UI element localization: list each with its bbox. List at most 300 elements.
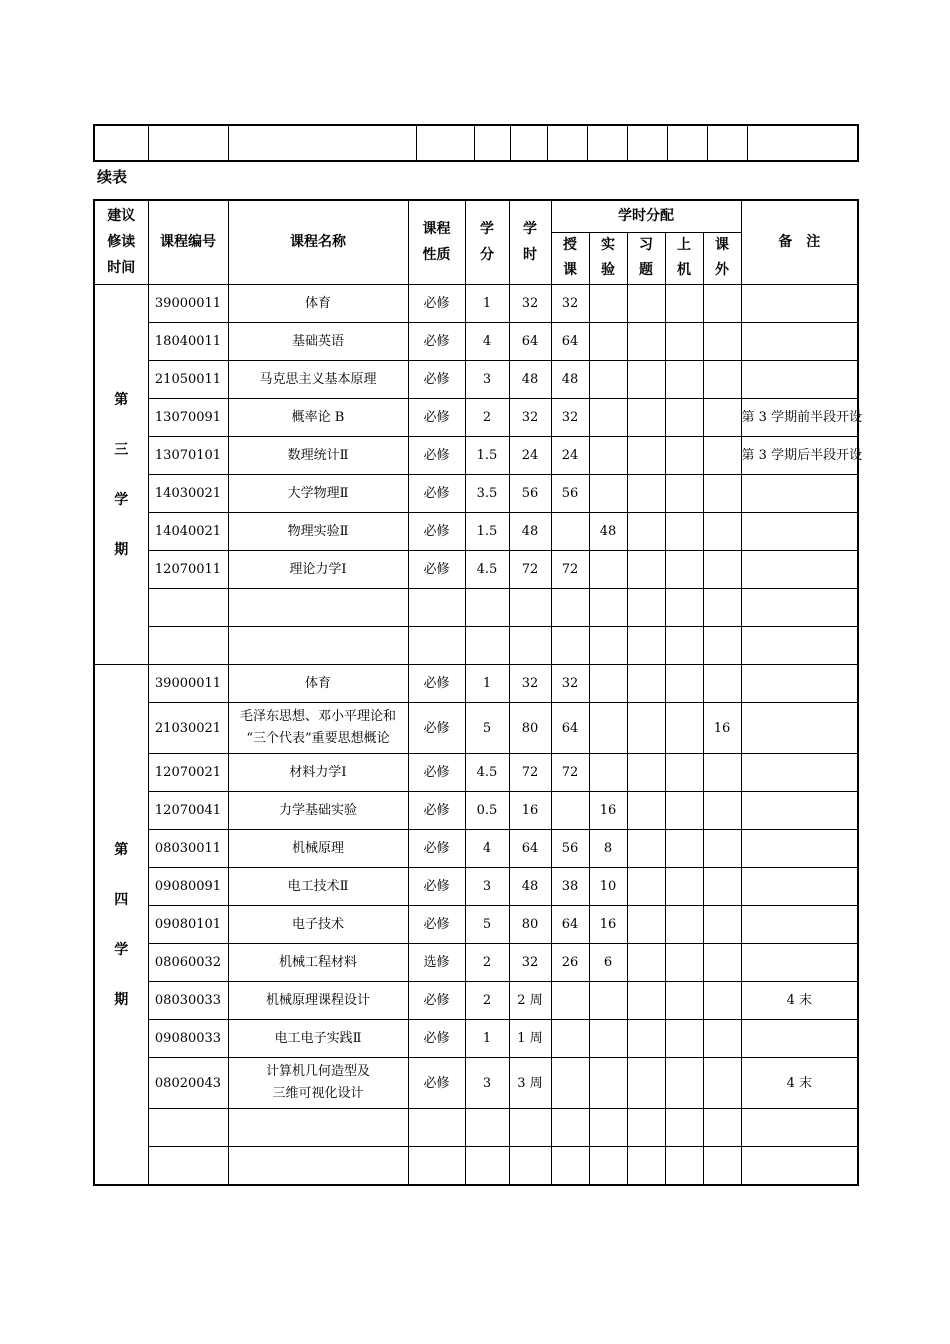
lecture-hours-cell: 32	[551, 285, 589, 323]
exercise-hours-cell	[627, 830, 665, 868]
lecture-hours-cell	[551, 1020, 589, 1058]
course-code-cell: 18040011	[148, 323, 228, 361]
course-code-cell	[148, 627, 228, 665]
course-nature-cell: 必修	[408, 982, 465, 1020]
course-code-cell	[148, 1109, 228, 1147]
hours-cell	[509, 589, 551, 627]
header-course-code: 课程编号	[148, 200, 228, 285]
course-nature-cell: 必修	[408, 513, 465, 551]
course-name-cell	[228, 323, 408, 361]
extracurricular-hours-cell	[703, 627, 741, 665]
remarks-cell	[741, 754, 858, 792]
course-name-cell	[228, 1109, 408, 1147]
lecture-hours-cell: 64	[551, 703, 589, 754]
lecture-hours-cell	[551, 982, 589, 1020]
computer-hours-cell	[665, 868, 703, 906]
course-name-cell	[228, 589, 408, 627]
lab-hours-cell	[589, 361, 627, 399]
computer-hours-cell	[665, 361, 703, 399]
credit-cell	[465, 589, 509, 627]
course-name-line: 机械原理课程设计	[265, 993, 370, 1008]
exercise-hours-cell	[627, 868, 665, 906]
extracurricular-hours-cell	[703, 1058, 741, 1109]
computer-hours-cell	[665, 475, 703, 513]
course-name-line: 三维可视化设计	[272, 1086, 364, 1102]
remarks-cell	[741, 589, 858, 627]
course-nature-cell: 必修	[408, 551, 465, 589]
course-name-cell	[228, 1058, 408, 1109]
extracurricular-hours-cell	[703, 830, 741, 868]
credit-cell: 4.5	[465, 754, 509, 792]
continued-label: 续表	[97, 168, 128, 186]
computer-hours-cell	[665, 1147, 703, 1186]
course-name-cell	[228, 627, 408, 665]
credit-cell: 3.5	[465, 475, 509, 513]
course-name-line: “三个代表”重要思想概论	[246, 731, 390, 747]
extracurricular-hours-cell	[703, 792, 741, 830]
course-code-cell: 12070011	[148, 551, 228, 589]
extracurricular-hours-cell	[703, 982, 741, 1020]
lecture-hours-cell: 38	[551, 868, 589, 906]
extracurricular-hours-cell	[703, 944, 741, 982]
table-row	[94, 1020, 858, 1058]
table-row	[94, 665, 858, 703]
course-code-cell: 08030033	[148, 982, 228, 1020]
term-label-char: 四	[114, 891, 129, 908]
course-code-cell: 39000011	[148, 665, 228, 703]
course-code-cell: 21050011	[148, 361, 228, 399]
table-row	[94, 982, 858, 1020]
course-nature-cell: 必修	[408, 792, 465, 830]
course-name-line: 体育	[304, 676, 331, 691]
table-row	[94, 830, 858, 868]
hours-cell: 64	[509, 323, 551, 361]
course-name-cell	[228, 703, 408, 754]
extracurricular-hours-cell	[703, 1147, 741, 1186]
course-code-cell: 08030011	[148, 830, 228, 868]
credit-cell: 2	[465, 399, 509, 437]
table-row	[94, 589, 858, 627]
lab-hours-cell	[589, 551, 627, 589]
exercise-hours-cell	[627, 1058, 665, 1109]
course-name-line: 计算机几何造型及	[265, 1064, 370, 1080]
extracurricular-hours-cell	[703, 475, 741, 513]
course-code-cell: 08060032	[148, 944, 228, 982]
lecture-hours-cell: 64	[551, 323, 589, 361]
course-name-cell	[228, 399, 408, 437]
term-label-char: 学	[114, 941, 129, 958]
lecture-hours-cell: 48	[551, 361, 589, 399]
credit-cell	[465, 1109, 509, 1147]
credit-cell: 3	[465, 1058, 509, 1109]
lab-hours-cell	[589, 1109, 627, 1147]
course-nature-cell: 必修	[408, 399, 465, 437]
course-code-cell: 13070091	[148, 399, 228, 437]
exercise-hours-cell	[627, 551, 665, 589]
credit-cell: 1	[465, 665, 509, 703]
lab-hours-cell: 16	[589, 906, 627, 944]
hours-cell: 2 周	[509, 982, 551, 1020]
lab-hours-cell: 10	[589, 868, 627, 906]
lecture-hours-cell	[551, 792, 589, 830]
header-row-1	[94, 200, 858, 232]
course-nature-cell: 必修	[408, 754, 465, 792]
credit-cell	[465, 627, 509, 665]
course-nature-cell: 必修	[408, 285, 465, 323]
table-row	[94, 868, 858, 906]
remarks-cell: 4 末	[741, 982, 858, 1020]
term-label-cell	[94, 285, 148, 665]
credit-cell: 1.5	[465, 513, 509, 551]
course-name-line: 理论力学Ⅰ	[289, 562, 347, 577]
remarks-cell	[741, 627, 858, 665]
course-code-cell: 09080091	[148, 868, 228, 906]
computer-hours-cell	[665, 1020, 703, 1058]
course-nature-cell: 必修	[408, 868, 465, 906]
course-name-cell	[228, 551, 408, 589]
lab-hours-cell	[589, 475, 627, 513]
hours-cell	[509, 1109, 551, 1147]
hours-cell: 48	[509, 868, 551, 906]
header-hours: 学 时	[509, 200, 551, 285]
credit-cell: 2	[465, 982, 509, 1020]
lab-hours-cell	[589, 627, 627, 665]
lecture-hours-cell: 56	[551, 475, 589, 513]
lab-hours-cell	[589, 323, 627, 361]
remarks-cell	[741, 1109, 858, 1147]
header-term: 建议 修读 时间	[94, 200, 148, 285]
credit-cell	[465, 1147, 509, 1186]
exercise-hours-cell	[627, 906, 665, 944]
table-row	[94, 944, 858, 982]
hours-cell: 48	[509, 361, 551, 399]
course-name-cell	[228, 792, 408, 830]
lecture-hours-cell: 32	[551, 665, 589, 703]
course-table-body	[94, 285, 863, 1186]
lab-hours-cell: 48	[589, 513, 627, 551]
course-nature-cell: 必修	[408, 703, 465, 754]
course-name-cell	[228, 1147, 408, 1186]
course-code-cell: 14040021	[148, 513, 228, 551]
credit-cell: 4	[465, 323, 509, 361]
credit-cell: 1.5	[465, 437, 509, 475]
lecture-hours-cell	[551, 589, 589, 627]
credit-cell: 0.5	[465, 792, 509, 830]
exercise-hours-cell	[627, 1147, 665, 1186]
lab-hours-cell: 6	[589, 944, 627, 982]
course-name-cell	[228, 868, 408, 906]
table-row	[94, 551, 858, 589]
course-name-cell	[228, 906, 408, 944]
credit-cell: 1	[465, 1020, 509, 1058]
exercise-hours-cell	[627, 665, 665, 703]
lab-hours-cell	[589, 1147, 627, 1186]
course-schedule-table	[93, 199, 863, 1186]
remarks-cell: 第 3 学期前半段开设	[741, 399, 858, 437]
credit-cell: 2	[465, 944, 509, 982]
remarks-cell	[741, 665, 858, 703]
lab-hours-cell	[589, 754, 627, 792]
course-code-cell: 08020043	[148, 1058, 228, 1109]
term-label-char: 第	[114, 841, 129, 858]
lab-hours-cell	[589, 589, 627, 627]
header-extracurricular: 课 外	[703, 232, 741, 285]
course-name-cell	[228, 513, 408, 551]
lecture-hours-cell	[551, 627, 589, 665]
course-name-line: 大学物理Ⅱ	[287, 486, 349, 501]
course-name-cell	[228, 944, 408, 982]
extracurricular-hours-cell	[703, 665, 741, 703]
extracurricular-hours-cell	[703, 399, 741, 437]
lab-hours-cell	[589, 1058, 627, 1109]
extracurricular-hours-cell	[703, 361, 741, 399]
course-code-cell: 12070021	[148, 754, 228, 792]
course-nature-cell: 必修	[408, 437, 465, 475]
lecture-hours-cell: 72	[551, 754, 589, 792]
lab-hours-cell	[589, 399, 627, 437]
course-name-line: 电工电子实践Ⅱ	[274, 1031, 362, 1046]
exercise-hours-cell	[627, 513, 665, 551]
course-name-line: 概率论 B	[291, 410, 345, 425]
course-code-cell: 39000011	[148, 285, 228, 323]
lab-hours-cell	[589, 285, 627, 323]
table-row	[94, 399, 858, 437]
lab-hours-cell	[589, 437, 627, 475]
course-nature-cell: 必修	[408, 665, 465, 703]
computer-hours-cell	[665, 665, 703, 703]
computer-hours-cell	[665, 754, 703, 792]
course-name-line: 机械工程材料	[278, 955, 357, 970]
lecture-hours-cell	[551, 1109, 589, 1147]
extracurricular-hours-cell: 16	[703, 703, 741, 754]
exercise-hours-cell	[627, 1020, 665, 1058]
course-nature-cell: 必修	[408, 830, 465, 868]
hours-cell: 32	[509, 399, 551, 437]
table-row	[94, 437, 858, 475]
computer-hours-cell	[665, 982, 703, 1020]
term-label-char: 期	[114, 541, 129, 558]
course-name-cell	[228, 475, 408, 513]
table-row	[94, 361, 858, 399]
exercise-hours-cell	[627, 627, 665, 665]
table-row	[94, 475, 858, 513]
remarks-cell	[741, 475, 858, 513]
credit-cell: 5	[465, 906, 509, 944]
course-name-line: 毛泽东思想、邓小平理论和	[239, 709, 396, 725]
lecture-hours-cell: 72	[551, 551, 589, 589]
term-label-char: 第	[114, 391, 129, 408]
course-nature-cell: 必修	[408, 1020, 465, 1058]
exercise-hours-cell	[627, 399, 665, 437]
hours-cell: 64	[509, 830, 551, 868]
lecture-hours-cell: 24	[551, 437, 589, 475]
course-name-line: 基础英语	[291, 334, 344, 349]
course-code-cell: 14030021	[148, 475, 228, 513]
course-name-line: 材料力学Ⅰ	[289, 765, 347, 780]
course-name-line: 机械原理	[291, 841, 344, 856]
credit-cell: 4	[465, 830, 509, 868]
computer-hours-cell	[665, 703, 703, 754]
course-name-line: 物理实验Ⅱ	[287, 524, 349, 539]
extracurricular-hours-cell	[703, 285, 741, 323]
course-nature-cell: 必修	[408, 361, 465, 399]
header-credit: 学 分	[465, 200, 509, 285]
exercise-hours-cell	[627, 944, 665, 982]
table-row	[94, 285, 858, 323]
exercise-hours-cell	[627, 754, 665, 792]
lab-hours-cell: 16	[589, 792, 627, 830]
course-name-cell	[228, 1020, 408, 1058]
course-name-cell	[228, 437, 408, 475]
computer-hours-cell	[665, 944, 703, 982]
table-row	[94, 1058, 858, 1109]
computer-hours-cell	[665, 906, 703, 944]
extracurricular-hours-cell	[703, 437, 741, 475]
credit-cell: 4.5	[465, 551, 509, 589]
header-hour-allocation: 学时分配	[551, 200, 741, 232]
remarks-cell	[741, 551, 858, 589]
remarks-cell	[741, 868, 858, 906]
course-name-cell	[228, 361, 408, 399]
header-computer: 上 机	[665, 232, 703, 285]
course-nature-cell	[408, 1109, 465, 1147]
course-name-cell	[228, 285, 408, 323]
header-lecture: 授 课	[551, 232, 589, 285]
course-name-cell	[228, 665, 408, 703]
extracurricular-hours-cell	[703, 1020, 741, 1058]
hours-cell: 32	[509, 665, 551, 703]
remarks-cell: 4 末	[741, 1058, 858, 1109]
computer-hours-cell	[665, 513, 703, 551]
remarks-cell	[741, 361, 858, 399]
table-row	[94, 627, 858, 665]
lecture-hours-cell: 32	[551, 399, 589, 437]
course-code-cell: 09080033	[148, 1020, 228, 1058]
credit-cell: 5	[465, 703, 509, 754]
lecture-hours-cell	[551, 1147, 589, 1186]
header-remarks: 备 注	[741, 200, 858, 285]
hours-cell: 24	[509, 437, 551, 475]
extracurricular-hours-cell	[703, 513, 741, 551]
lecture-hours-cell: 64	[551, 906, 589, 944]
hours-cell: 80	[509, 906, 551, 944]
hours-cell: 32	[509, 285, 551, 323]
remarks-cell: 第 3 学期后半段开设	[741, 437, 858, 475]
table-row	[94, 513, 858, 551]
course-name-line: 数理统计Ⅱ	[287, 448, 349, 463]
term-label-cell	[94, 665, 148, 1186]
remarks-cell	[741, 792, 858, 830]
computer-hours-cell	[665, 792, 703, 830]
exercise-hours-cell	[627, 437, 665, 475]
course-nature-cell	[408, 1147, 465, 1186]
course-name-cell	[228, 754, 408, 792]
lecture-hours-cell: 26	[551, 944, 589, 982]
computer-hours-cell	[665, 551, 703, 589]
previous-table-row	[94, 125, 858, 161]
extracurricular-hours-cell	[703, 1109, 741, 1147]
exercise-hours-cell	[627, 792, 665, 830]
header-course-name: 课程名称	[228, 200, 408, 285]
lab-hours-cell	[589, 982, 627, 1020]
course-code-cell	[148, 1147, 228, 1186]
remarks-cell	[741, 513, 858, 551]
table-row	[94, 323, 858, 361]
computer-hours-cell	[665, 399, 703, 437]
lecture-hours-cell	[551, 1058, 589, 1109]
extracurricular-hours-cell	[703, 906, 741, 944]
header-lab: 实 验	[589, 232, 627, 285]
extracurricular-hours-cell	[703, 551, 741, 589]
remarks-cell	[741, 703, 858, 754]
remarks-cell	[741, 1147, 858, 1186]
course-name-cell	[228, 830, 408, 868]
exercise-hours-cell	[627, 323, 665, 361]
exercise-hours-cell	[627, 982, 665, 1020]
previous-table-remnant	[93, 124, 859, 162]
hours-cell: 80	[509, 703, 551, 754]
exercise-hours-cell	[627, 475, 665, 513]
extracurricular-hours-cell	[703, 754, 741, 792]
credit-cell: 3	[465, 868, 509, 906]
computer-hours-cell	[665, 1109, 703, 1147]
exercise-hours-cell	[627, 589, 665, 627]
computer-hours-cell	[665, 323, 703, 361]
term-label-char: 学	[114, 491, 129, 508]
remarks-cell	[741, 906, 858, 944]
computer-hours-cell	[665, 285, 703, 323]
lecture-hours-cell	[551, 513, 589, 551]
computer-hours-cell	[665, 1058, 703, 1109]
remarks-cell	[741, 1020, 858, 1058]
course-name-line: 电工技术Ⅱ	[287, 879, 349, 894]
exercise-hours-cell	[627, 1109, 665, 1147]
exercise-hours-cell	[627, 285, 665, 323]
course-nature-cell: 必修	[408, 906, 465, 944]
lecture-hours-cell: 56	[551, 830, 589, 868]
hours-cell	[509, 1147, 551, 1186]
hours-cell: 48	[509, 513, 551, 551]
table-row	[94, 754, 858, 792]
lab-hours-cell	[589, 1020, 627, 1058]
header-exercise: 习 题	[627, 232, 665, 285]
hours-cell: 1 周	[509, 1020, 551, 1058]
course-name-cell	[228, 982, 408, 1020]
course-code-cell: 09080101	[148, 906, 228, 944]
table-row	[94, 906, 858, 944]
hours-cell: 32	[509, 944, 551, 982]
credit-cell: 1	[465, 285, 509, 323]
table-row	[94, 1147, 858, 1186]
course-nature-cell: 必修	[408, 1058, 465, 1109]
table-row	[94, 1109, 858, 1147]
hours-cell: 16	[509, 792, 551, 830]
table-row	[94, 792, 858, 830]
term-label-char: 三	[114, 441, 129, 458]
extracurricular-hours-cell	[703, 589, 741, 627]
remarks-cell	[741, 285, 858, 323]
remarks-cell	[741, 323, 858, 361]
exercise-hours-cell	[627, 703, 665, 754]
course-nature-cell: 必修	[408, 323, 465, 361]
course-name-line: 力学基础实验	[278, 803, 357, 818]
header-course-nature: 课程 性质	[408, 200, 465, 285]
extracurricular-hours-cell	[703, 868, 741, 906]
course-nature-cell: 选修	[408, 944, 465, 982]
lab-hours-cell	[589, 703, 627, 754]
remarks-cell	[741, 830, 858, 868]
hours-cell: 72	[509, 754, 551, 792]
